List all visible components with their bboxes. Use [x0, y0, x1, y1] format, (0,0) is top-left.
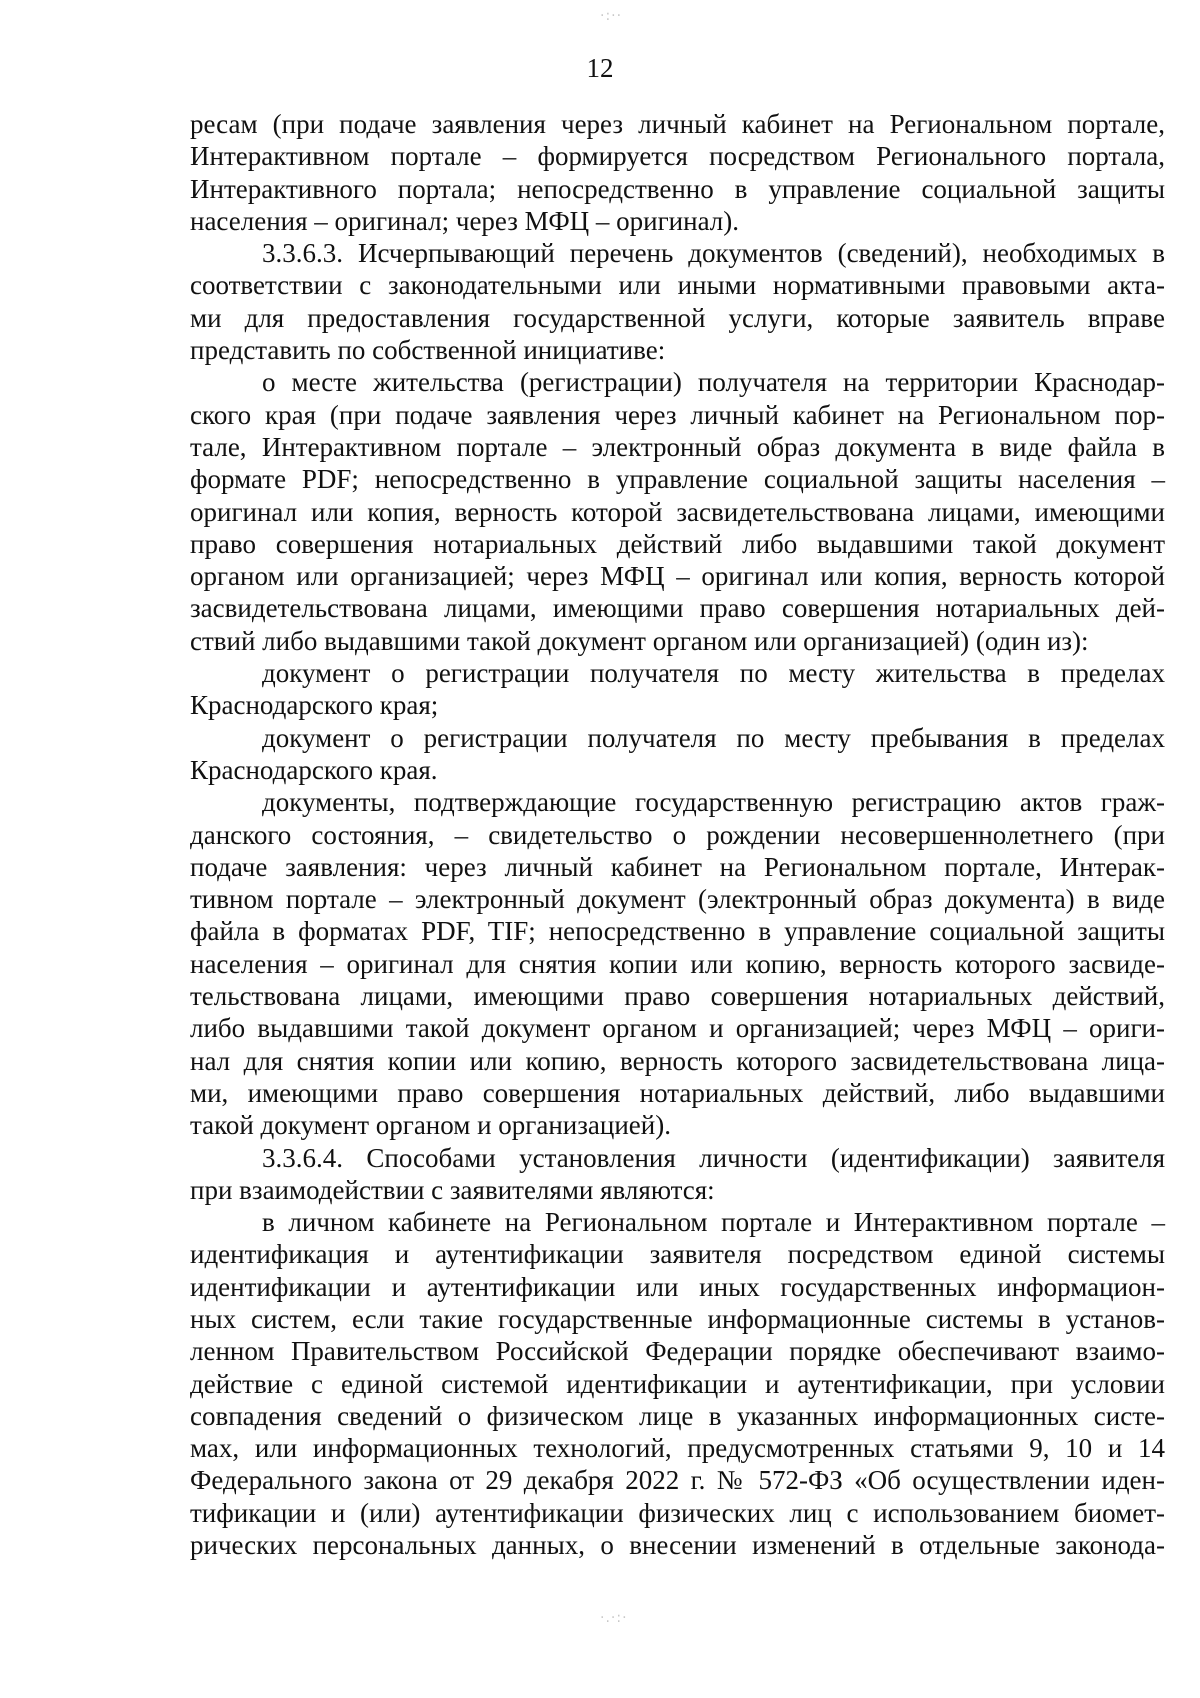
text-line: ных систем, если такие государственные информационные системы в установ- [190, 1303, 1165, 1334]
text-line: совпадения сведений о физическом лице в указанных информационных систе- [190, 1400, 1165, 1431]
text-line: файла в форматах PDF, TIF; непосредственно в управление социальной защиты [190, 916, 1165, 947]
text-line: либо выдавшими такой документ органом и организацией; через МФЦ – ориги- [190, 1013, 1165, 1044]
text-line: представить по собственной инициативе: [190, 335, 666, 366]
text-line: засвидетельствована лицами, имеющими право совершения нотариальных дей- [190, 593, 1165, 624]
text-line: идентификации и аутентификации или иных государственных информацион- [190, 1271, 1165, 1302]
text-line: тификации и (или) аутентификации физических лиц с использованием биомет- [190, 1497, 1165, 1528]
text-line: мах, или информационных технологий, предусмотренных статьями 9, 10 и 14 [190, 1433, 1165, 1464]
text-line: документ о регистрации получателя по месту жительства в пределах [262, 658, 1165, 689]
text-line: рических персональных данных, о внесении изменений в отдельные законода- [190, 1530, 1165, 1561]
text-line: ствий либо выдавшими такой документ органом или организацией) (один из): [190, 625, 1089, 656]
text-line: идентификация и аутентификации заявителя посредством единой системы [190, 1239, 1165, 1270]
text-line: оригинал или копия, верность которой засвидетельствована лицами, имеющими [190, 496, 1165, 527]
text-line: нал для снятия копии или копию, верность которого засвидетельствована лица- [190, 1045, 1165, 1076]
text-line: тивном портале – электронный документ (электронный образ документа) в виде [190, 884, 1165, 915]
text-line: 3.3.6.3. Исчерпывающий перечень документов (сведений), необходимых в [262, 238, 1165, 269]
text-line: органом или организацией; через МФЦ – оригинал или копия, верность которой [190, 561, 1165, 592]
text-line: такой документ органом и организацией). [190, 1110, 671, 1141]
text-line: подаче заявления: через личный кабинет на Региональном портале, Интерак- [190, 851, 1165, 882]
text-line: населения – оригинал для снятия копии или копию, верность которого засвиде- [190, 948, 1165, 979]
body-text [190, 108, 1165, 1561]
text-line: Интерактивном портале – формируется посредством Регионального портала, [190, 141, 1165, 172]
text-line: 3.3.6.4. Способами установления личности (идентификации) заявителя [262, 1142, 1165, 1173]
text-line: ресам (при подаче заявления через личный кабинет на Региональном портале, [190, 109, 1165, 139]
text-line: Краснодарского края. [190, 754, 438, 785]
text-line: ми, имеющими право совершения нотариальных действий, либо выдавшими [190, 1077, 1165, 1108]
text-line: документ о регистрации получателя по месту пребывания в пределах [262, 722, 1165, 753]
text-line: документы, подтверждающие государственную регистрацию актов граж- [262, 787, 1165, 818]
scan-noise-top: ·:·· [600, 8, 623, 24]
text-line: ми для предоставления государственной услуги, которые заявитель вправе [190, 302, 1165, 333]
text-line: тельствована лицами, имеющими право совершения нотариальных действий, [190, 981, 1165, 1012]
text-line: формате PDF; непосредственно в управление социальной защиты населения – [190, 464, 1165, 495]
text-line: о месте жительства (регистрации) получателя на территории Краснодар- [262, 367, 1165, 398]
text-line: Интерактивного портала; непосредственно в управление социальной защиты [190, 173, 1165, 204]
text-line: ленном Правительством Российской Федерации порядке обеспечивают взаимо- [190, 1336, 1165, 1367]
text-line: соответствии с законодательными или иными нормативными правовыми акта- [190, 270, 1165, 301]
text-line: тале, Интерактивном портале – электронный образ документа в виде файла в [190, 431, 1165, 462]
text-line: ского края (при подаче заявления через личный кабинет на Региональном пор- [190, 399, 1165, 430]
page-number: 12 [586, 53, 614, 83]
scan-noise-bottom: ·.·:· [600, 1610, 628, 1626]
text-line: действие с единой системой идентификации и аутентификации, при условии [190, 1368, 1165, 1399]
text-line: право совершения нотариальных действий либо выдавшими такой документ [190, 528, 1165, 559]
text-line: Краснодарского края; [190, 690, 439, 721]
text-line: при взаимодействии с заявителями являются: [190, 1174, 715, 1205]
text-line: данского состояния, – свидетельство о рождении несовершеннолетнего (при [190, 819, 1165, 850]
text-line: в личном кабинете на Региональном портале и Интерактивном портале – [262, 1207, 1165, 1238]
text-line: Федерального закона от 29 декабря 2022 г. № 572-ФЗ «Об осуществлении иден- [190, 1465, 1165, 1496]
text-line: населения – оригинал; через МФЦ – оригинал). [190, 205, 740, 236]
